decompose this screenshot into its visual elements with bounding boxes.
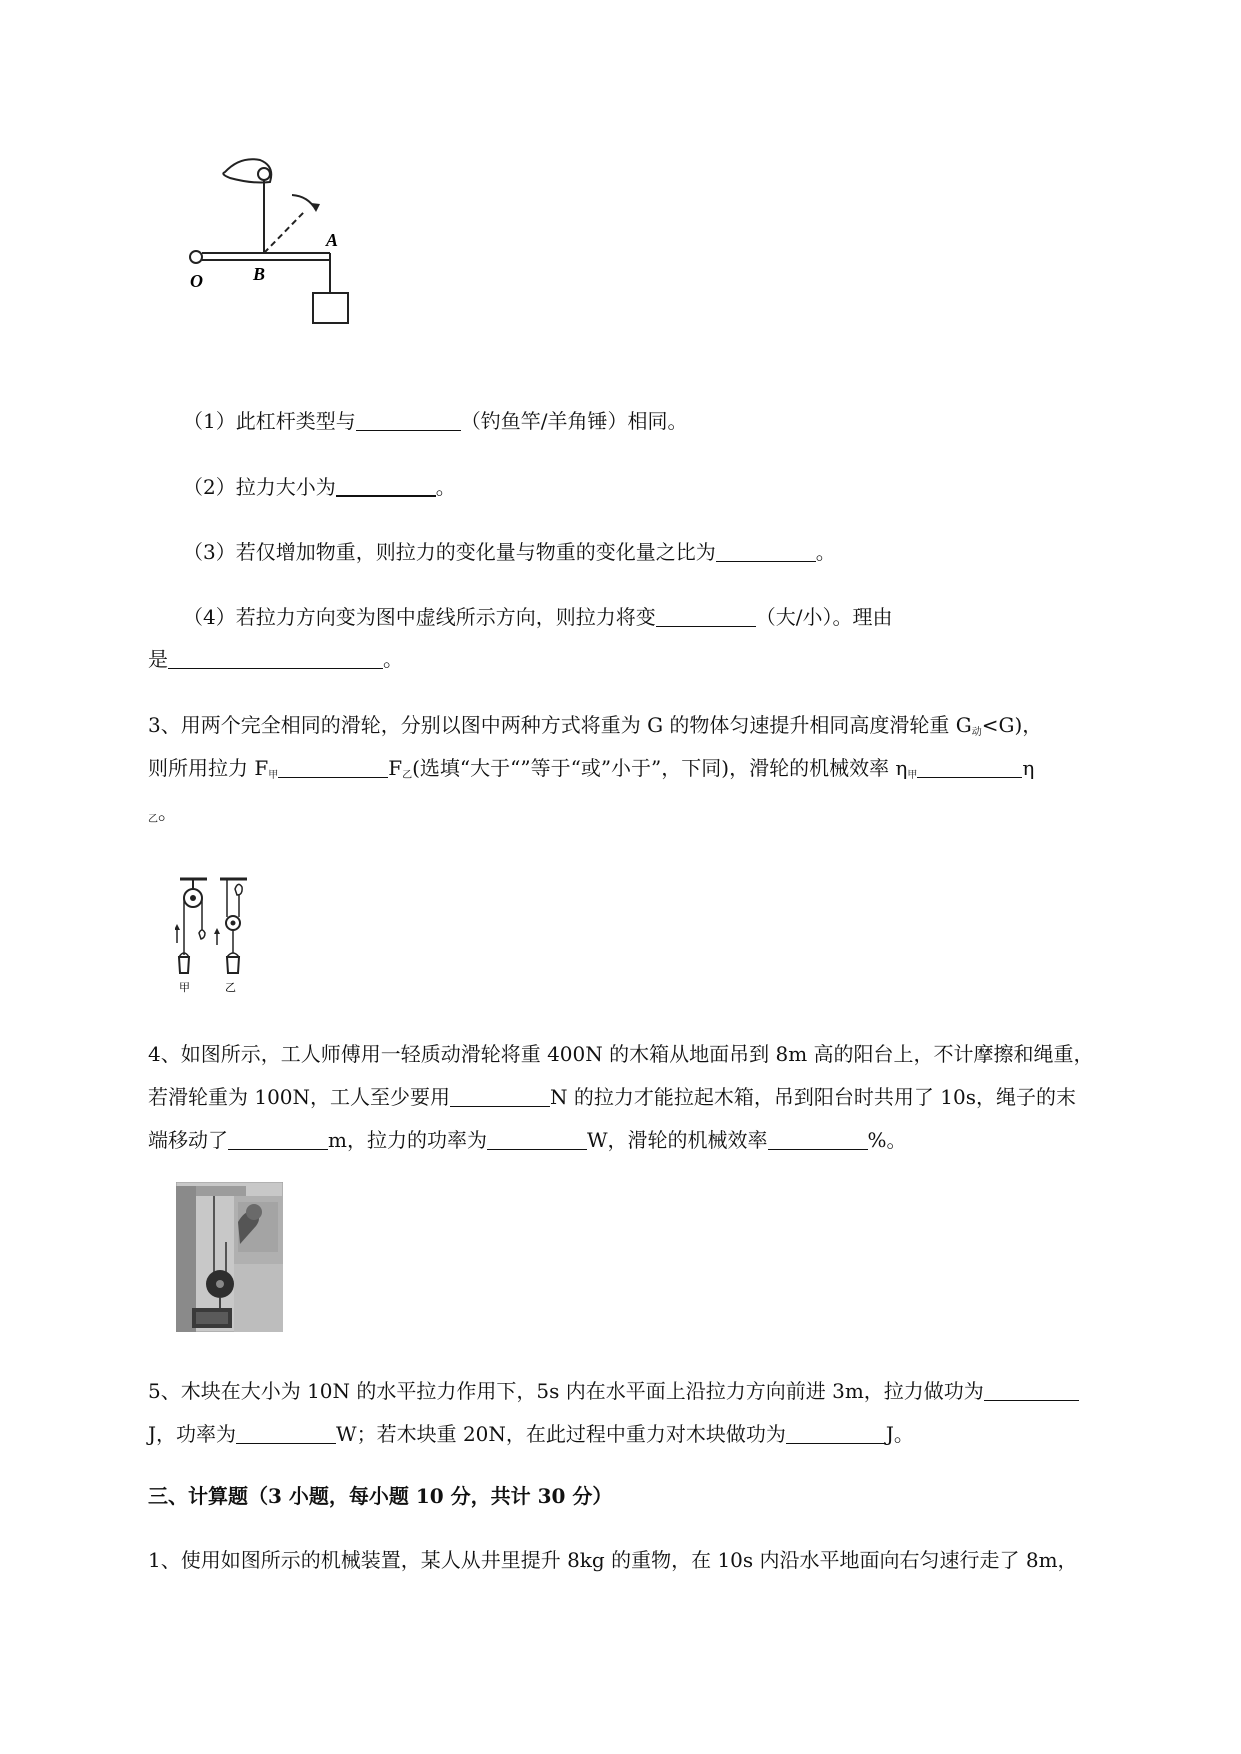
label-b: B: [253, 264, 266, 284]
q3-line3: $_乙$。: [148, 800, 178, 825]
pulley-photo-figure: [176, 1182, 283, 1332]
label-a: A: [326, 230, 339, 250]
movable-pulley-icon: [214, 879, 247, 973]
q2-part1: （1）此杠杆类型与 （钓鱼竿/羊角锤）相同。: [183, 409, 688, 433]
calc1-line1: 1、使用如图所示的机械装置，某人从井里提升 8kg 的重物，在 10s 内沿水平地面向右匀速行走了 8m，: [148, 1548, 1078, 1572]
answer-blank: [168, 648, 383, 669]
label-yi: 乙: [225, 981, 236, 994]
weight-block: [313, 293, 348, 323]
q2-part4: （4）若拉力方向变为图中虚线所示方向，则拉力将变 （大/小）。理由: [183, 605, 893, 629]
answer-blank: [786, 1423, 886, 1444]
pivot-icon: [190, 251, 202, 263]
q2-part3: （3）若仅增加物重，则拉力的变化量与物重的变化量之比为 。: [183, 540, 836, 564]
answer-blank: [917, 757, 1022, 778]
pulley-figure: [175, 875, 285, 995]
answer-blank: [336, 475, 436, 497]
q5-line2: J，功率为 W；若木块重 20N，在此过程中重力对木块做功为 J。: [148, 1422, 914, 1446]
answer-blank: [487, 1129, 587, 1150]
answer-blank: [984, 1380, 1079, 1401]
hand-icon: [223, 159, 271, 182]
label-jia: 甲: [179, 981, 190, 994]
q2-part2: （2）拉力大小为 。: [183, 475, 456, 499]
section-heading: 三、计算题（3 小题，每小题 10 分，共计 30 分）: [148, 1484, 613, 1508]
q4-line3: 端移动了 m，拉力的功率为 W，滑轮的机械效率 %。: [148, 1128, 907, 1152]
label-o: O: [190, 271, 203, 291]
q3-line2: 则所用拉力 $F_甲$ $F_乙$(选填“大于“”等于“或”小于”，下同)，滑轮的机械效率 $\eta_甲$ η: [148, 756, 1035, 781]
answer-blank: [768, 1129, 868, 1150]
q4-line1: 4、如图所示，工人师傅用一轻质动滑轮将重 400N 的木箱从地面吊到 8m 高的阳台上，不计摩擦和绳重，: [148, 1042, 1094, 1066]
answer-blank: [278, 757, 388, 778]
q4-line2: 若滑轮重为 100N，工人至少要用 N 的拉力才能拉起木箱，吊到阳台时共用了 10s，绳子的末: [148, 1085, 1076, 1109]
answer-blank: [656, 606, 756, 627]
fixed-pulley-icon: [175, 879, 207, 973]
answer-blank: [356, 410, 461, 431]
q3-line1: 3、用两个完全相同的滑轮，分别以图中两种方式将重为 G 的物体匀速提升相同高度滑轮重 $G_动<G$)，: [148, 713, 1043, 738]
lever-figure: [180, 150, 410, 365]
q2-part4-continued: 是 。: [148, 647, 403, 671]
answer-blank: [716, 541, 816, 562]
answer-blank: [450, 1086, 550, 1107]
q5-line1: 5、木块在大小为 10N 的水平拉力作用下，5s 内在水平面上沿拉力方向前进 3m，拉力做功为: [148, 1377, 1079, 1405]
answer-blank: [236, 1423, 336, 1444]
dashed-force-line: [264, 212, 304, 253]
rotation-arrow-icon: [292, 195, 316, 210]
answer-blank: [228, 1129, 328, 1150]
